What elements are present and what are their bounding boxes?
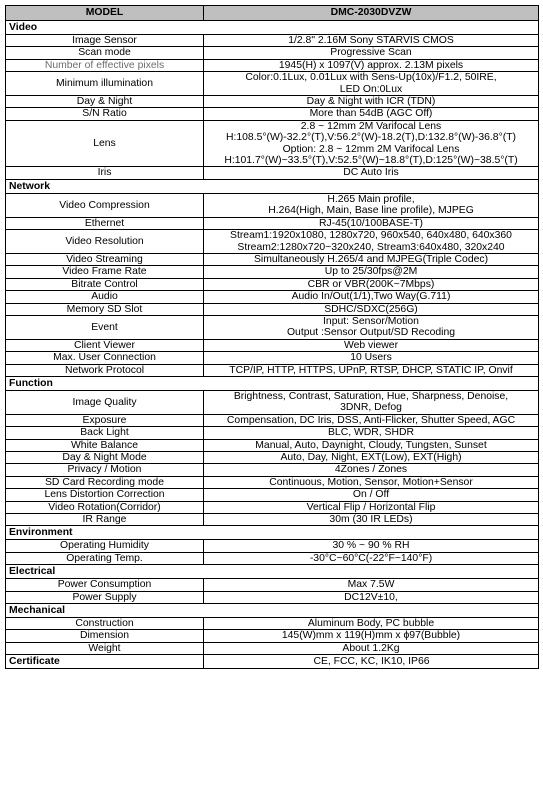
spec-value-line: 10 Users xyxy=(350,352,392,364)
spec-sheet xyxy=(5,5,538,669)
spec-label: Day & Night Mode xyxy=(6,452,204,464)
spec-value-line: Stream2:1280x720~320x240, Stream3:640x480, 320x240 xyxy=(237,241,505,253)
spec-value xyxy=(204,253,539,265)
spec-row-construction xyxy=(6,618,539,630)
spec-value-line: Audio In/Out(1/1),Two Way(G.711) xyxy=(291,291,451,303)
spec-value-line: 30 % ~ 90 % RH xyxy=(332,540,410,552)
spec-body xyxy=(6,21,539,655)
spec-label: Max. User Connection xyxy=(6,352,204,364)
certificate-label: Certificate xyxy=(6,655,204,669)
spec-value xyxy=(204,291,539,303)
spec-value xyxy=(204,193,539,217)
spec-value-line: -30°C~60°C(-22°F~140°F) xyxy=(309,552,433,564)
spec-row-image-sensor xyxy=(6,35,539,47)
spec-row-iris xyxy=(6,167,539,179)
spec-value-line: TCP/IP, HTTP, HTTPS, UPnP, RTSP, DHCP, STATIC IP, Onvif xyxy=(229,364,513,376)
spec-value xyxy=(204,591,539,603)
spec-value-line: Web viewer xyxy=(343,339,399,351)
section-title: Network xyxy=(6,179,539,193)
spec-value-line: DC12V±10, xyxy=(344,591,398,603)
section-row-certificate xyxy=(6,655,539,669)
spec-value xyxy=(204,501,539,513)
spec-value xyxy=(204,47,539,59)
spec-value xyxy=(204,230,539,254)
spec-row-video-streaming xyxy=(6,253,539,265)
spec-value xyxy=(204,167,539,179)
spec-value xyxy=(204,630,539,642)
spec-value xyxy=(204,364,539,376)
table-header-row xyxy=(6,6,539,21)
spec-label: Lens Distortion Correction xyxy=(6,489,204,501)
spec-value xyxy=(204,476,539,488)
spec-label: Bitrate Control xyxy=(6,278,204,290)
spec-value xyxy=(204,59,539,71)
spec-value-line: 2.8 ~ 12mm 2M Varifocal Lens xyxy=(300,120,442,132)
spec-row-event xyxy=(6,315,539,339)
spec-value xyxy=(204,266,539,278)
spec-row-dimension xyxy=(6,630,539,642)
section-title: Environment xyxy=(6,526,539,540)
spec-value xyxy=(204,217,539,229)
spec-value-line: RJ-45(10/100BASE-T) xyxy=(319,217,423,229)
spec-value-line: DC Auto Iris xyxy=(343,167,399,179)
spec-row-video-frame-rate xyxy=(6,266,539,278)
spec-value-line: Auto, Day, Night, EXT(Low), EXT(High) xyxy=(280,452,462,463)
spec-label: Operating Humidity xyxy=(6,540,204,552)
spec-label: Exposure xyxy=(6,414,204,426)
spec-value-line: 1/2.8" 2.16M Sony STARVIS CMOS xyxy=(288,35,454,46)
section-header-environment xyxy=(6,526,539,540)
spec-value xyxy=(204,315,539,339)
section-title: Video xyxy=(6,21,539,35)
spec-value xyxy=(204,278,539,290)
spec-row-number-of-effective-pixels xyxy=(6,59,539,71)
header-model-label: MODEL xyxy=(6,6,204,21)
spec-label: Memory SD Slot xyxy=(6,303,204,315)
spec-value-line: 30m (30 IR LEDs) xyxy=(329,514,413,526)
spec-value xyxy=(204,390,539,414)
spec-value xyxy=(204,35,539,47)
spec-value-line: Output :Sensor Output/SD Recoding xyxy=(286,327,456,339)
spec-value-line: Continuous, Motion, Sensor, Motion+Sensor xyxy=(269,476,473,488)
spec-value-line: Color:0.1Lux, 0.01Lux with Sens-Up(10x)/F1.2, 50IRE, xyxy=(245,72,497,84)
spec-value-line: CBR or VBR(200K~7Mbps) xyxy=(307,278,435,290)
spec-row-power-supply xyxy=(6,591,539,603)
spec-value-line: Manual, Auto, Daynight, Cloudy, Tungsten, Sunset xyxy=(255,439,487,451)
spec-value xyxy=(204,464,539,476)
spec-label: Image Quality xyxy=(6,390,204,414)
spec-value-line: Max 7.5W xyxy=(347,579,395,591)
spec-row-operating-humidity xyxy=(6,540,539,552)
spec-value xyxy=(204,540,539,552)
spec-row-video-compression xyxy=(6,193,539,217)
spec-value-line: LED On:0Lux xyxy=(339,83,403,95)
spec-label: Operating Temp. xyxy=(6,552,204,564)
spec-label: Event xyxy=(6,315,204,339)
spec-value xyxy=(204,552,539,564)
spec-label: Minimum illumination xyxy=(6,72,204,96)
spec-label: Back Light xyxy=(6,427,204,439)
spec-value xyxy=(204,352,539,364)
spec-label: Image Sensor xyxy=(6,35,204,47)
spec-label: Power Supply xyxy=(6,591,204,603)
spec-value-line: Up to 25/30fps@2M xyxy=(324,266,418,278)
spec-row-s-n-ratio xyxy=(6,108,539,120)
spec-row-sd-card-recording-mode xyxy=(6,476,539,488)
spec-label: Video Rotation(Corridor) xyxy=(6,501,204,513)
spec-value-line: Option: 2.8 ~ 12mm 2M Varifocal Lens xyxy=(282,143,460,155)
spec-value xyxy=(204,427,539,439)
spec-row-client-viewer xyxy=(6,339,539,351)
spec-label: Video Resolution xyxy=(6,230,204,254)
spec-value-line: More than 54dB (AGC Off) xyxy=(309,108,433,120)
spec-table xyxy=(5,5,539,669)
spec-label: Privacy / Motion xyxy=(6,464,204,476)
spec-row-lens-distortion-correction xyxy=(6,489,539,501)
spec-row-privacy-motion xyxy=(6,464,539,476)
spec-row-minimum-illumination xyxy=(6,72,539,96)
spec-label: Video Streaming xyxy=(6,253,204,265)
spec-row-back-light xyxy=(6,427,539,439)
spec-value-line: 145(W)mm x 119(H)mm x ϕ97(Bubble) xyxy=(281,630,461,642)
spec-row-exposure xyxy=(6,414,539,426)
spec-value-line: Simultaneously H.265/4 and MJPEG(Triple Codec) xyxy=(253,253,489,265)
spec-value xyxy=(204,439,539,451)
section-title: Function xyxy=(6,376,539,390)
spec-label: Video Compression xyxy=(6,193,204,217)
spec-label: Construction xyxy=(6,618,204,630)
spec-value-line: BLC, WDR, SHDR xyxy=(327,427,415,439)
spec-row-weight xyxy=(6,642,539,654)
spec-value-line: H.265 Main profile, xyxy=(327,193,415,205)
spec-row-day-night xyxy=(6,96,539,108)
spec-label: Scan mode xyxy=(6,47,204,59)
spec-row-day-night-mode xyxy=(6,452,539,464)
spec-value-line: Progressive Scan xyxy=(330,47,412,59)
header-model-number: DMC-2030DVZW xyxy=(204,6,539,21)
spec-row-audio xyxy=(6,291,539,303)
spec-label: Power Consumption xyxy=(6,579,204,591)
spec-row-video-rotation-corridor xyxy=(6,501,539,513)
section-header-function xyxy=(6,376,539,390)
spec-label: White Balance xyxy=(6,439,204,451)
spec-value-line: About 1.2Kg xyxy=(342,642,400,654)
section-title: Mechanical xyxy=(6,604,539,618)
spec-row-memory-sd-slot xyxy=(6,303,539,315)
spec-label: Audio xyxy=(6,291,204,303)
spec-row-ir-range xyxy=(6,514,539,526)
spec-value-line: H:101.7°(W)~33.5°(T),V:52.5°(W)~18.8°(T),D:125°(W)~38.5°(T) xyxy=(224,155,518,167)
spec-label: IR Range xyxy=(6,514,204,526)
section-header-mechanical xyxy=(6,604,539,618)
spec-row-bitrate-control xyxy=(6,278,539,290)
spec-row-video-resolution xyxy=(6,230,539,254)
spec-value xyxy=(204,414,539,426)
spec-label: Dimension xyxy=(6,630,204,642)
spec-value-line: Input: Sensor/Motion xyxy=(323,315,419,327)
spec-row-ethernet xyxy=(6,217,539,229)
spec-value xyxy=(204,303,539,315)
spec-value-line: 3DNR, Defog xyxy=(340,402,402,414)
spec-value xyxy=(204,96,539,108)
spec-value xyxy=(204,514,539,526)
spec-value xyxy=(204,579,539,591)
spec-label: Network Protocol xyxy=(6,364,204,376)
spec-value xyxy=(204,618,539,630)
spec-label: S/N Ratio xyxy=(6,108,204,120)
spec-value-line: Aluminum Body, PC bubble xyxy=(307,618,435,630)
spec-value-line: Compensation, DC Iris, DSS, Anti-Flicker, Shutter Speed, AGC xyxy=(226,414,516,426)
spec-value-line: 4Zones / Zones xyxy=(334,464,408,476)
section-title: Electrical xyxy=(6,565,539,579)
spec-label: Video Frame Rate xyxy=(6,266,204,278)
spec-value xyxy=(204,339,539,351)
spec-label: Day & Night xyxy=(6,96,204,108)
spec-row-white-balance xyxy=(6,439,539,451)
spec-value xyxy=(204,108,539,120)
spec-row-image-quality xyxy=(6,390,539,414)
spec-value-line: Brightness, Contrast, Saturation, Hue, Sharpness, Denoise, xyxy=(233,390,509,402)
section-header-network xyxy=(6,179,539,193)
spec-value-line: On / Off xyxy=(352,489,390,501)
spec-value xyxy=(204,642,539,654)
spec-row-max-user-connection xyxy=(6,352,539,364)
spec-value-line: Vertical Flip / Horizontal Flip xyxy=(306,501,436,513)
spec-row-scan-mode xyxy=(6,47,539,59)
spec-value-line: Stream1:1920x1080, 1280x720, 960x540, 640x480, 640x360 xyxy=(230,230,512,242)
spec-value xyxy=(204,72,539,96)
spec-value xyxy=(204,489,539,501)
spec-row-network-protocol xyxy=(6,364,539,376)
section-header-electrical xyxy=(6,565,539,579)
section-header-video xyxy=(6,21,539,35)
spec-label: Lens xyxy=(6,120,204,167)
spec-label: Client Viewer xyxy=(6,339,204,351)
spec-label: Number of effective pixels xyxy=(6,59,204,71)
spec-value-line: H:108.5°(W)-32.2°(T),V:56.2°(W)-18.2(T),D:132.8°(W)-36.8°(T) xyxy=(225,132,517,144)
spec-value xyxy=(204,120,539,167)
spec-value-line: H.264(High, Main, Base line profile), MJPEG xyxy=(268,205,474,217)
certificate-value: CE, FCC, KC, IK10, IP66 xyxy=(204,655,539,669)
spec-row-lens xyxy=(6,120,539,167)
spec-label: Weight xyxy=(6,642,204,654)
spec-label: SD Card Recording mode xyxy=(6,476,204,488)
spec-row-operating-temp xyxy=(6,552,539,564)
spec-row-power-consumption xyxy=(6,579,539,591)
spec-value xyxy=(204,452,539,464)
spec-value-line: Day & Night with ICR (TDN) xyxy=(306,96,436,108)
spec-label: Iris xyxy=(6,167,204,179)
spec-value-line: 1945(H) x 1097(V) approx. 2.13M pixels xyxy=(278,59,464,71)
spec-label: Ethernet xyxy=(6,217,204,229)
spec-value-line: SDHC/SDXC(256G) xyxy=(324,303,418,315)
